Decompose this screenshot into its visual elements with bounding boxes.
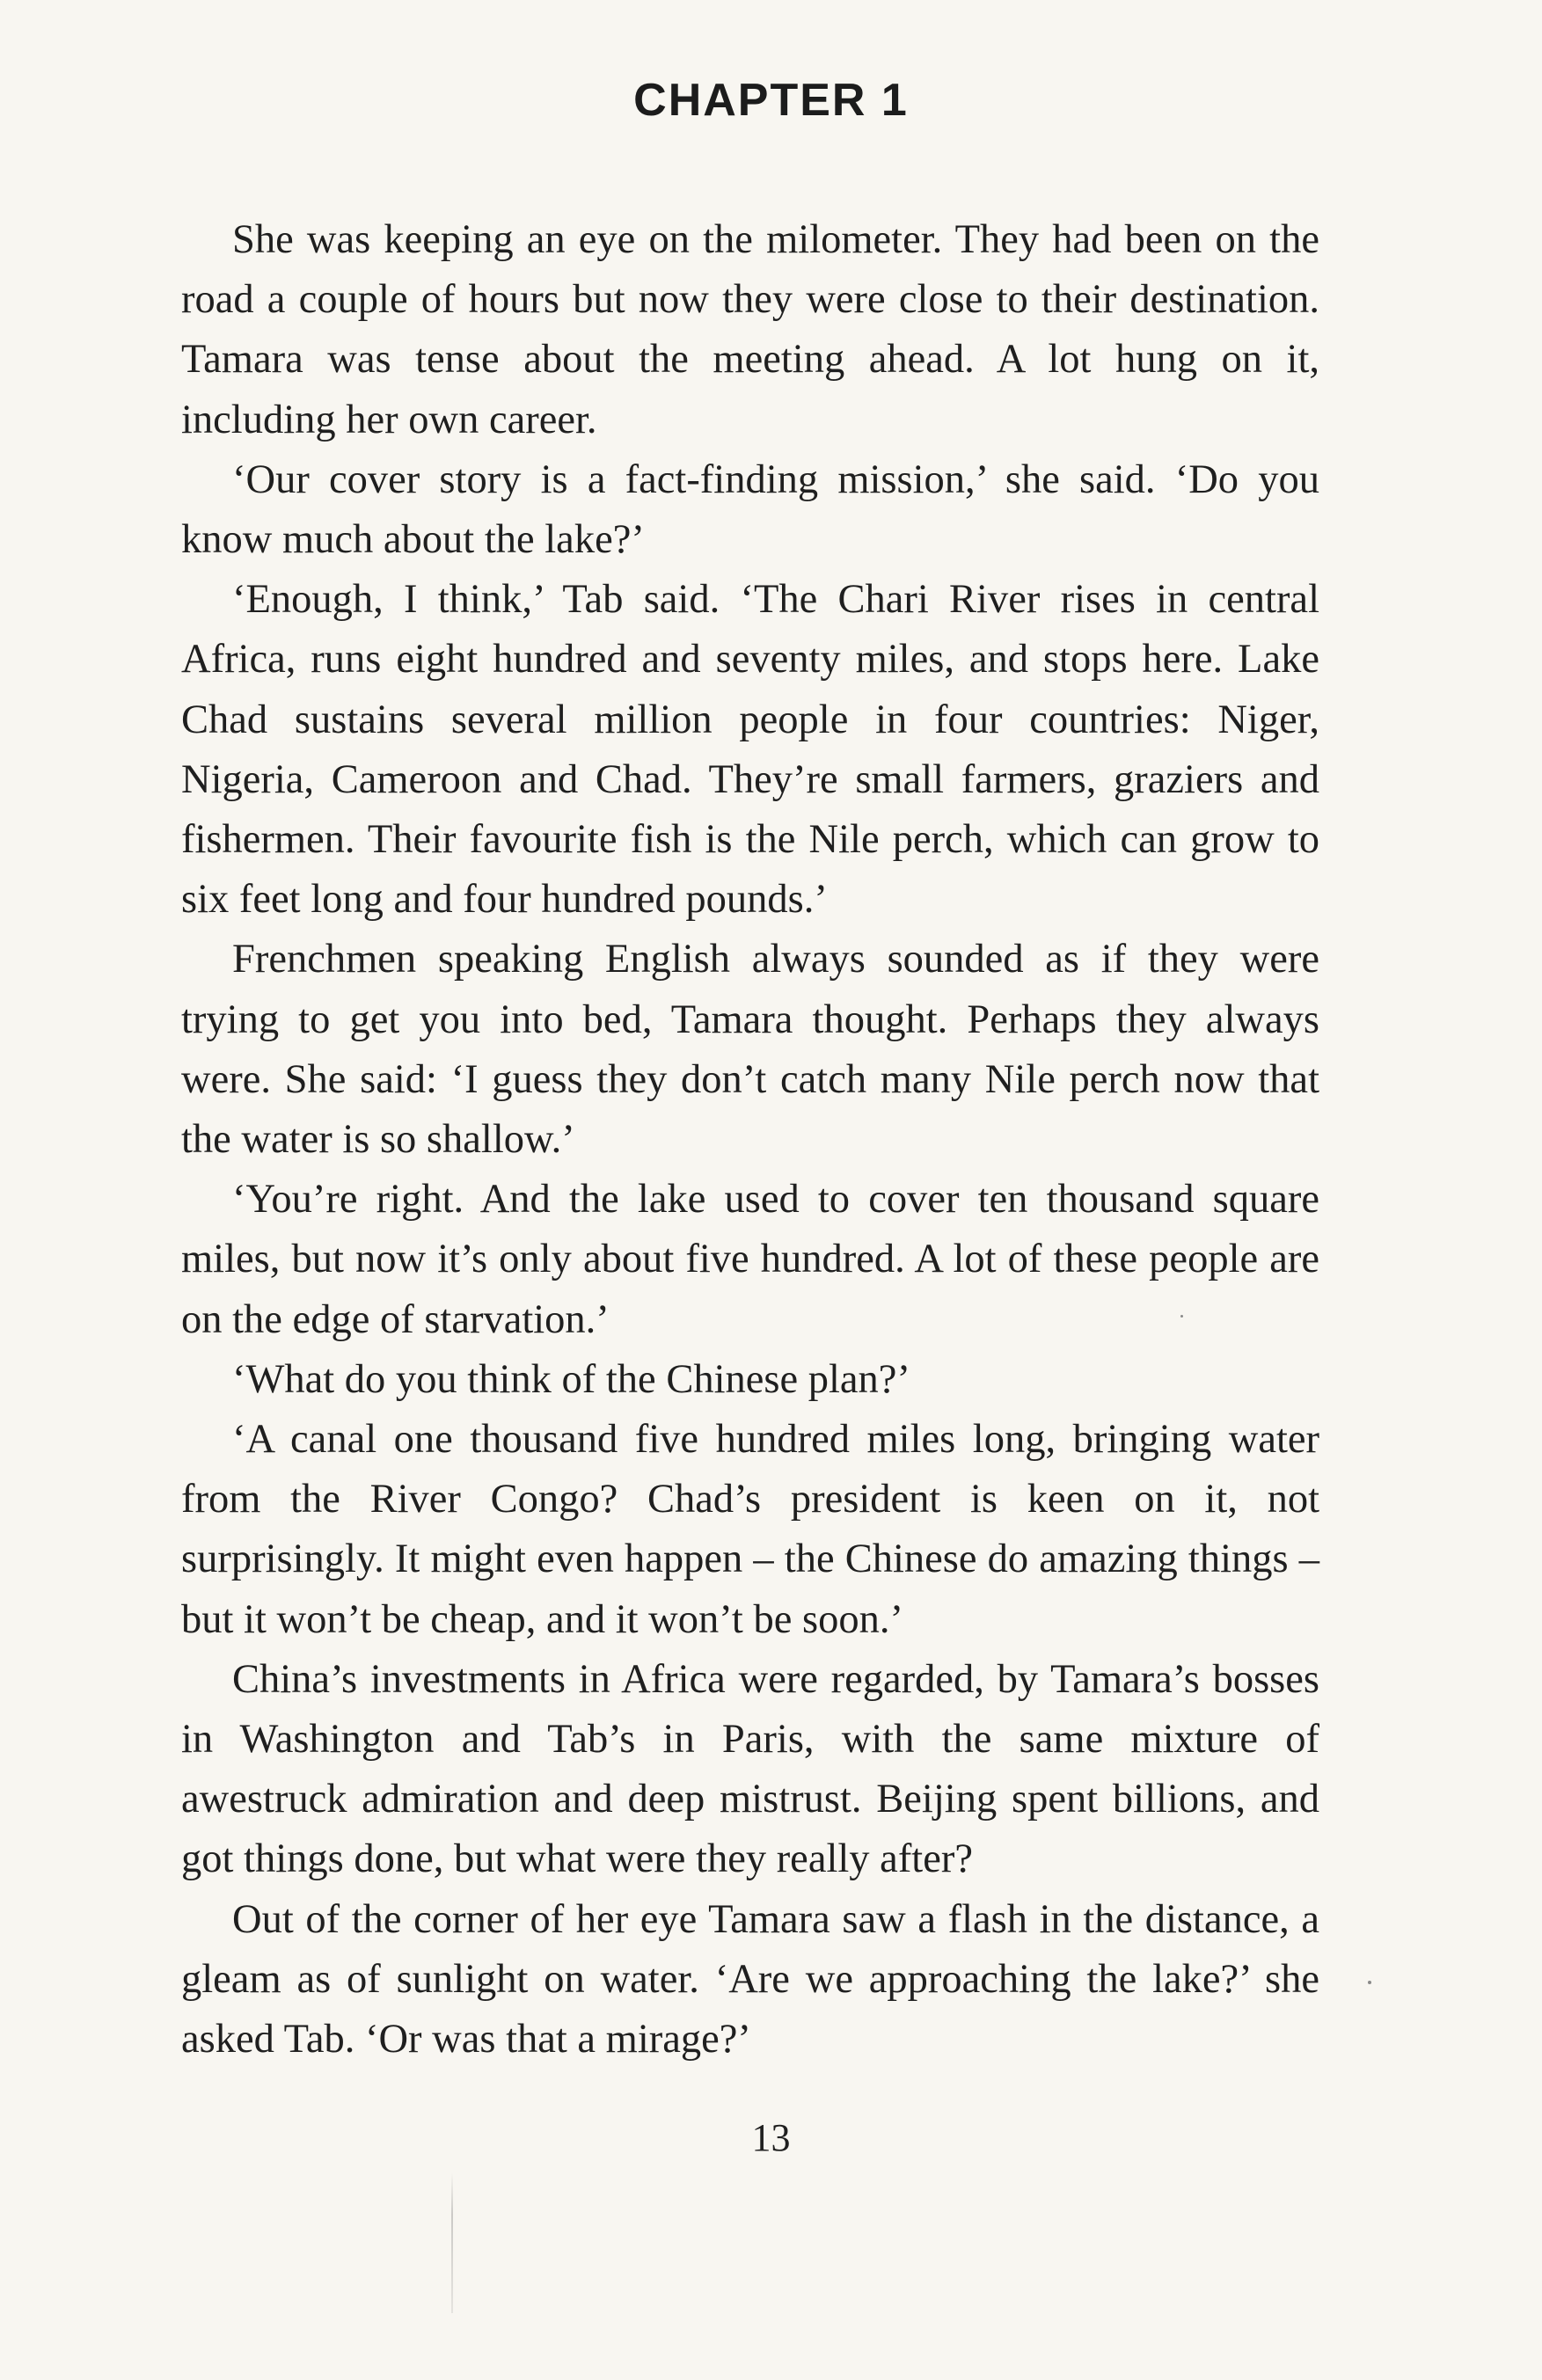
paragraph: Frenchmen speaking English always sounded as if they were trying to get you into bed, Tamara thought. Perhaps they always were. She said: ‘I guess they don’t catch many Nile perch now that the water is so shallow.’ — [181, 937, 1319, 1163]
paragraph: ‘Enough, I think,’ Tab said. ‘The Chari River rises in central Africa, runs eight hundred and seventy miles, and stops here. Lake Chad sustains several million people in four countries: Niger, Nigeria, Cameroon and Chad. They’re small farmers, graziers and fishermen. Their favourite fish is the Nile perch, which can grow to six feet long and four hundred pounds.’ — [181, 577, 1319, 923]
chapter-body — [181, 210, 1319, 2070]
paper-speck — [1180, 1315, 1183, 1318]
paragraph: ‘Our cover story is a fact-finding mission,’ she said. ‘Do you know much about the lake?’ — [181, 456, 1319, 563]
paragraph: ‘You’re right. And the lake used to cover ten thousand square miles, but now it’s only about five hundred. A lot of these people are on the edge of starvation.’ — [181, 1177, 1319, 1342]
page-number: 13 — [751, 2116, 791, 2159]
paragraph: ‘A canal one thousand five hundred miles long, bringing water from the River Congo? Chad’s president is keen on it, not surprisingly. It might even happen – the Chinese do amazing things – but it won’t be cheap, and it won’t be soon.’ — [181, 1417, 1319, 1642]
chapter-title: CHAPTER 1 — [633, 75, 909, 126]
paper-speck — [1368, 1981, 1371, 1984]
paragraph: China’s investments in Africa were regarded, by Tamara’s bosses in Washington and Tab’s in Paris, with the same mixture of awestruck admiration and deep mistrust. Beijing spent billions, and got things done, but what were they really after? — [181, 1656, 1319, 1882]
paragraph: She was keeping an eye on the milometer. They had been on the road a couple of hours but now they were close to their destination. Tamara was tense about the meeting ahead. A lot hung on it, including her own career. — [181, 217, 1319, 442]
paragraph: ‘What do you think of the Chinese plan?’ — [232, 1356, 910, 1402]
paragraph: Out of the corner of her eye Tamara saw a flash in the distance, a gleam as of sunlight on water. ‘Are we approaching the lake?’ she asked Tab. ‘Or was that a mirage?’ — [181, 1896, 1319, 2062]
paper-crease — [451, 2172, 453, 2313]
